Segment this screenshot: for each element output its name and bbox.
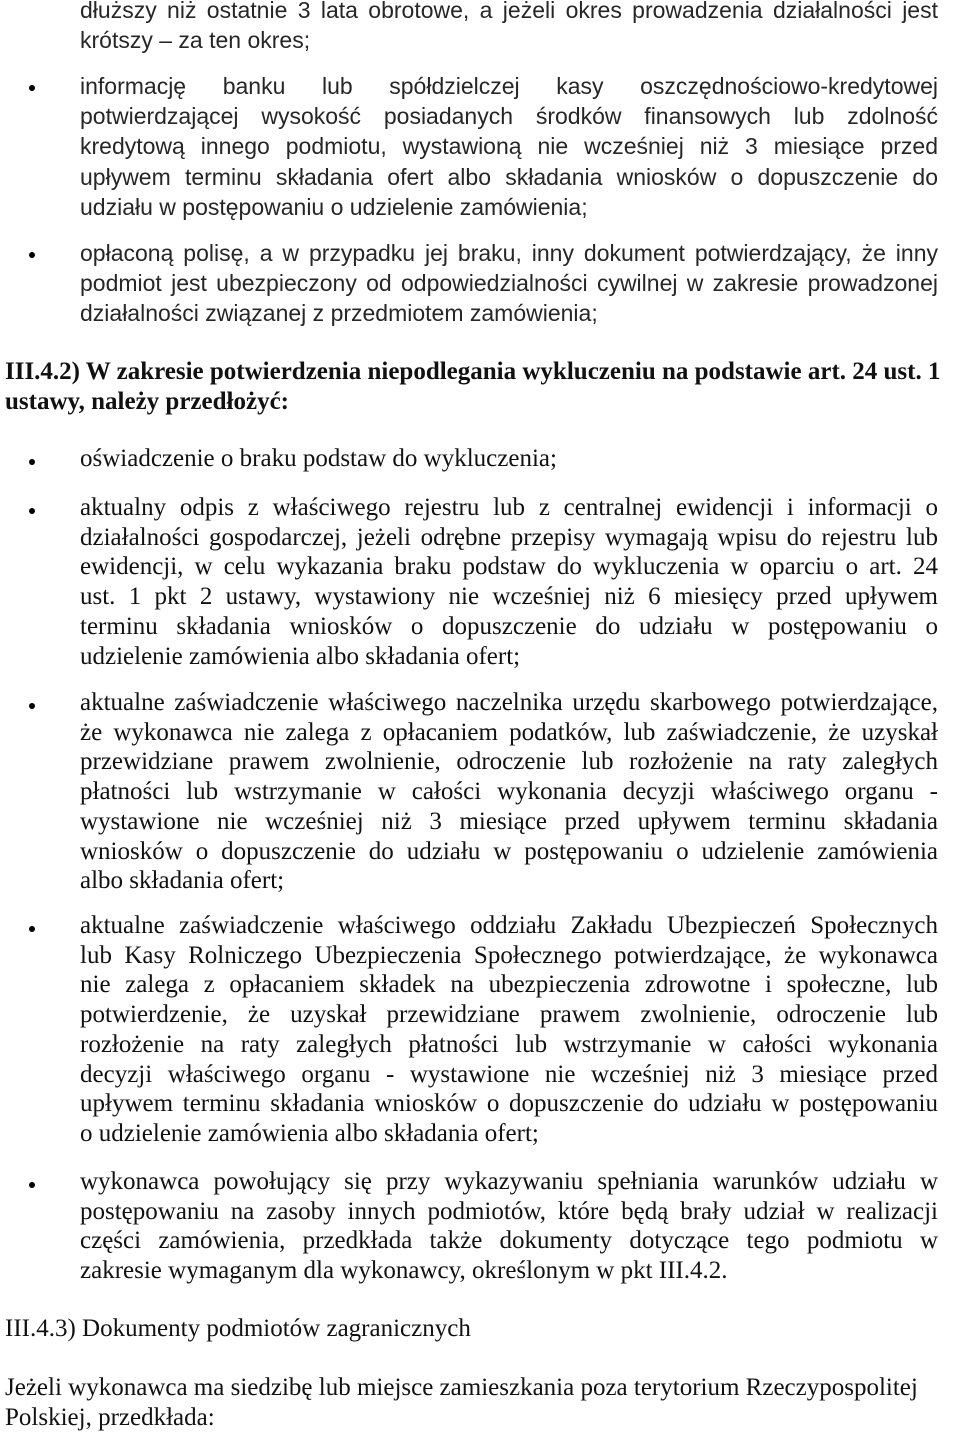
bullet-icon (29, 926, 35, 932)
text-line: części zamówienia, przedkłada także dokumenty dotyczące tego podmiotu w (80, 1227, 938, 1255)
text-line: krótszy – za ten okres; (80, 27, 311, 54)
list-item (80, 688, 938, 896)
bullet-icon (29, 252, 35, 258)
text-line: wykonawca powołujący się przy wykazywaniu spełniania warunków udziału w (80, 1168, 938, 1195)
text-line: o udzielenie zamówienia albo składania ofert; (80, 1119, 539, 1147)
text-line: terminu składania wniosków o dopuszczenie do udziału w postępowaniu o (80, 612, 938, 640)
text-line: wystawione nie wcześniej niż 3 miesiące przed upływem terminu składania (80, 807, 938, 835)
bullet-icon (29, 85, 35, 91)
text-line: III.4.3) Dokumenty podmiotów zagranicznych (5, 1315, 471, 1342)
text-line: potwierdzenie, że uzyskał przewidziane prawem zwolnienie, odroczenie lub (80, 1001, 938, 1029)
text-line: że wykonawca nie zalega z opłacaniem podatków, lub zaświadczenie, że uzyskał (80, 718, 938, 746)
text-line: ust. 1 pkt 2 ustawy, wystawiony nie wcześniej niż 6 miesięcy przed upływem (80, 583, 938, 611)
text-line: aktualne zaświadczenie właściwego oddziału Zakładu Ubezpieczeń Społecznych (80, 912, 938, 939)
text-line: udzielenie zamówienia albo składania ofert; (80, 642, 521, 670)
bullet-icon (29, 1182, 35, 1188)
text-line: zakresie wymaganym dla wykonawcy, określonym w pkt III.4.2. (80, 1257, 728, 1285)
text-line: ustawy, należy przedłożyć: (5, 387, 289, 415)
text-line: upływem terminu składania ofert albo składania wniosków o dopuszczenie do (80, 163, 938, 190)
text-line: III.4.2) W zakresie potwierdzenia niepodlegania wykluczeniu na podstawie art. 24 ust. 1 (5, 358, 941, 385)
text-line: Jeżeli wykonawca ma siedzibę lub miejsce zamieszkania poza terytorium Rzeczypospolitej (5, 1374, 918, 1401)
text-line: postępowaniu na zasoby innych podmiotów, które będą brały udział w realizacji (80, 1197, 938, 1225)
text-line: nie zalega z opłacaniem składek na ubezpieczenia zdrowotne i społeczne, lub (80, 971, 938, 999)
text-line: przewidziane prawem zwolnienie, odroczenie lub rozłożenie na raty zaległych (80, 748, 938, 776)
text-line: upływem terminu składania wniosków o dopuszczenie do udziału w postępowaniu (80, 1090, 938, 1118)
section-heading (5, 357, 955, 416)
text-line: podmiot jest ubezpieczony od odpowiedzialności cywilnej w zakresie prowadzonej (80, 270, 938, 297)
list-item (80, 71, 938, 222)
text-line: informację banku lub spółdzielczej kasy oszczędnościowo-kredytowej (80, 73, 938, 99)
text-line: działalności gospodarczej, jeżeli odrębne przepisy wymagają wpisu do rejestru lub (80, 523, 938, 551)
list-item (80, 493, 938, 671)
list-item (80, 238, 938, 329)
list-item-continuation (80, 0, 938, 55)
text-line: potwierdzającej wysokość posiadanych środków finansowych lub zdolność (80, 103, 938, 130)
paragraph (5, 1373, 955, 1432)
text-line: kredytową innego podmiotu, wystawioną nie wcześniej niż 3 miesiące przed (80, 133, 938, 160)
text-line: działalności związanej z przedmiotem zamówienia; (80, 300, 598, 327)
text-line: rozłożenie na raty zaległych płatności lub wstrzymanie w całości wykonania (80, 1030, 938, 1058)
bullet-icon (29, 459, 35, 465)
text-line: ewidencji, w celu wykazania braku podstaw do wykluczenia w oparciu o art. 24 (80, 553, 938, 581)
section-heading (5, 1314, 955, 1344)
list-item (80, 444, 938, 474)
text-line: aktualne zaświadczenie właściwego naczelnika urzędu skarbowego potwierdzające, (80, 689, 938, 716)
text-line: decyzji właściwego organu - wystawione nie wcześniej niż 3 miesiące przed (80, 1060, 938, 1088)
list-item (80, 911, 938, 1149)
list-item (80, 1167, 938, 1286)
text-line: aktualny odpis z właściwego rejestru lub z centralnej ewidencji i informacji o (80, 494, 938, 521)
text-line: Polskiej, przedkłada: (5, 1403, 215, 1431)
bullet-icon (29, 508, 35, 514)
text-line: dłuższy niż ostatnie 3 lata obrotowe, a jeżeli okres prowadzenia działalności jest (80, 0, 938, 23)
text-line: albo składania ofert; (80, 867, 285, 895)
text-line: wniosków o dopuszczenie do udziału w postępowaniu o udzielenie zamówienia (80, 837, 938, 865)
text-line: lub Kasy Rolniczego Ubezpieczenia Społecznego potwierdzające, że wykonawca (80, 941, 938, 969)
text-line: opłaconą polisę, a w przypadku jej braku, inny dokument potwierdzający, że inny (80, 240, 938, 266)
text-line: oświadczenie o braku podstaw do wykluczenia; (80, 445, 557, 472)
text-line: udziału w postępowaniu o udzielenie zamówienia; (80, 193, 588, 220)
text-line: płatności lub wstrzymanie w całości wykonania decyzji właściwego organu - (80, 778, 938, 806)
bullet-icon (29, 703, 35, 709)
